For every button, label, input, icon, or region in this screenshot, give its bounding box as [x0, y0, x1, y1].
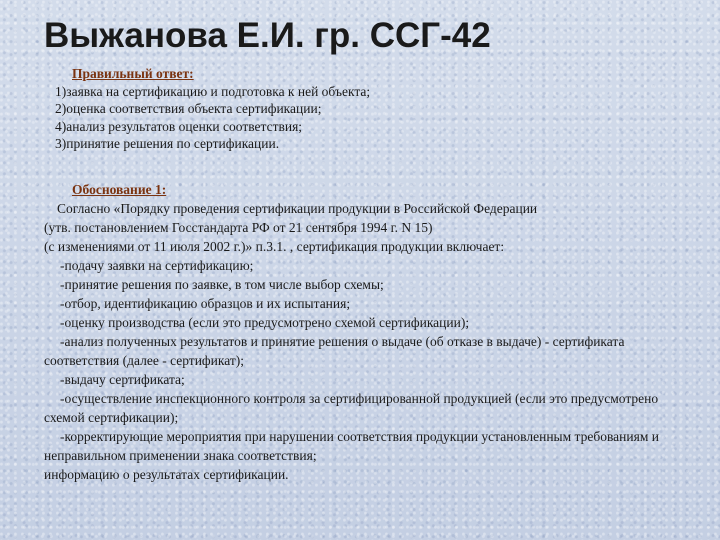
rationale-heading: Обоснование 1: — [72, 182, 167, 197]
correct-answer-heading: Правильный ответ: — [72, 66, 194, 81]
answer-item: 4)анализ результатов оценки соответствия; — [55, 118, 303, 134]
action-item: -подачу заявки на сертификацию; — [60, 258, 254, 273]
action-item: -осуществление инспекционного контроля за сертифицированной продукцией (если это предусмотрено схемой сертификации); — [44, 391, 659, 425]
answer-item: 3)принятие решения по сертификации. — [55, 136, 280, 151]
rationale-section — [44, 180, 684, 484]
slide-title: Выжанова Е.И. гр. ССГ-42 — [44, 16, 491, 55]
rationale-final-line: информацию о результатах сертификации. — [44, 467, 289, 482]
action-item: -принятие решения по заявке, в том числе выбор схемы; — [60, 277, 384, 292]
rationale-intro-line: (с изменениями от 11 июля 2002 г.)» п.3.1. , сертификация продукции включает: — [44, 239, 505, 254]
correct-answer-list — [55, 83, 695, 153]
action-item: -отбор, идентификацию образцов и их испытания; — [60, 296, 351, 311]
answer-item: 2)оценка соответствия объекта сертификации; — [55, 101, 322, 116]
action-item: -корректирующие мероприятия при нарушении соответствия продукции установленным требованиям и неправильном применении знака соответствия; — [44, 429, 659, 463]
correct-answer-section — [55, 65, 695, 153]
action-item: -оценку производства (если это предусмотрено схемой сертификации); — [60, 315, 470, 330]
action-item: -анализ полученных результатов и принятие решения о выдаче (об отказе в выдаче) - сертификата соответствия (далее - сертификат); — [44, 334, 625, 368]
rationale-intro-line: (утв. постановлением Госстандарта РФ от 21 сентября 1994 г. N 15) — [44, 220, 433, 235]
certification-actions-list — [44, 256, 684, 465]
action-item: -выдачу сертификата; — [60, 372, 185, 387]
rationale-intro-line: Согласно «Порядку проведения сертификации продукции в Российской Федерации — [57, 201, 538, 216]
answer-item: 1)заявка на сертификацию и подготовка к ней объекта; — [55, 83, 371, 99]
